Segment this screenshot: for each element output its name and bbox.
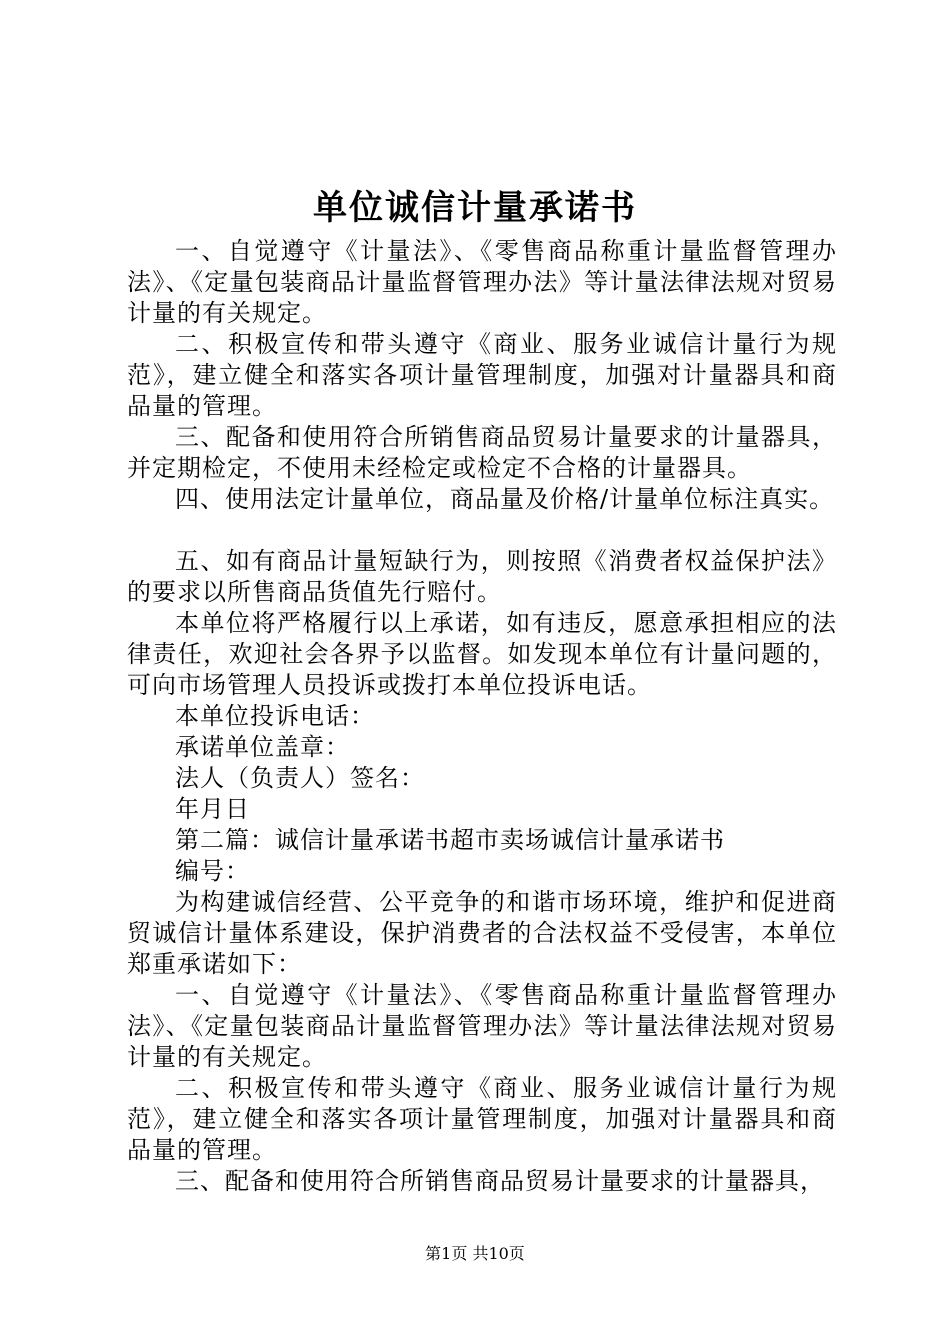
seal-line: 承诺单位盖章： <box>175 733 350 761</box>
page-footer: 第1页 共10页 <box>425 1244 525 1263</box>
paragraph-5: 五、如有商品计量短缺行为，则按照《消费者权益保护法》的要求以所售商品货值先行赔付。 <box>127 547 837 606</box>
document-body <box>127 236 837 1197</box>
date-line: 年月日 <box>175 795 250 823</box>
blank-line <box>127 515 837 546</box>
number-line: 编号： <box>175 857 250 885</box>
signature-line: 法人（负责人）签名： <box>175 764 425 792</box>
paragraph-7: 二、积极宣传和带头遵守《商业、服务业诚信计量行为规范》，建立健全和落实各项计量管理制度，加强对计量器具和商品量的管理。 <box>127 1074 837 1164</box>
paragraph-intro: 为构建诚信经营、公平竞争的和谐市场环境，维护和促进商贸诚信计量体系建设，保护消费者的合法权益不受侵害，本单位郑重承诺如下： <box>127 888 837 978</box>
paragraph-6: 一、自觉遵守《计量法》、《零售商品称重计量监督管理办法》、《定量包装商品计量监督管理办法》等计量法律法规对贸易计量的有关规定。 <box>127 981 837 1071</box>
paragraph-8: 三、配备和使用符合所销售商品贸易计量要求的计量器具， <box>175 1167 825 1195</box>
section-two-heading: 第二篇：诚信计量承诺书超市卖场诚信计量承诺书 <box>175 826 725 854</box>
complaint-phone-line: 本单位投诉电话： <box>175 702 375 730</box>
paragraph-1: 一、自觉遵守《计量法》、《零售商品称重计量监督管理办法》、《定量包装商品计量监督管理办法》等计量法律法规对贸易计量的有关规定。 <box>127 237 837 327</box>
paragraph-4: 四、使用法定计量单位，商品量及价格/计量单位标注真实。 <box>175 485 835 513</box>
paragraph-3: 三、配备和使用符合所销售商品贸易计量要求的计量器具，并定期检定，不使用未经检定或检定不合格的计量器具。 <box>127 423 837 482</box>
paragraph-2: 二、积极宣传和带头遵守《商业、服务业诚信计量行为规范》，建立健全和落实各项计量管理制度，加强对计量器具和商品量的管理。 <box>127 330 837 420</box>
document-title: 单位诚信计量承诺书 <box>313 188 637 228</box>
paragraph-commitment: 本单位将严格履行以上承诺，如有违反，愿意承担相应的法律责任，欢迎社会各界予以监督。如发现本单位有计量问题的，可向市场管理人员投诉或拨打本单位投诉电话。 <box>127 609 837 699</box>
